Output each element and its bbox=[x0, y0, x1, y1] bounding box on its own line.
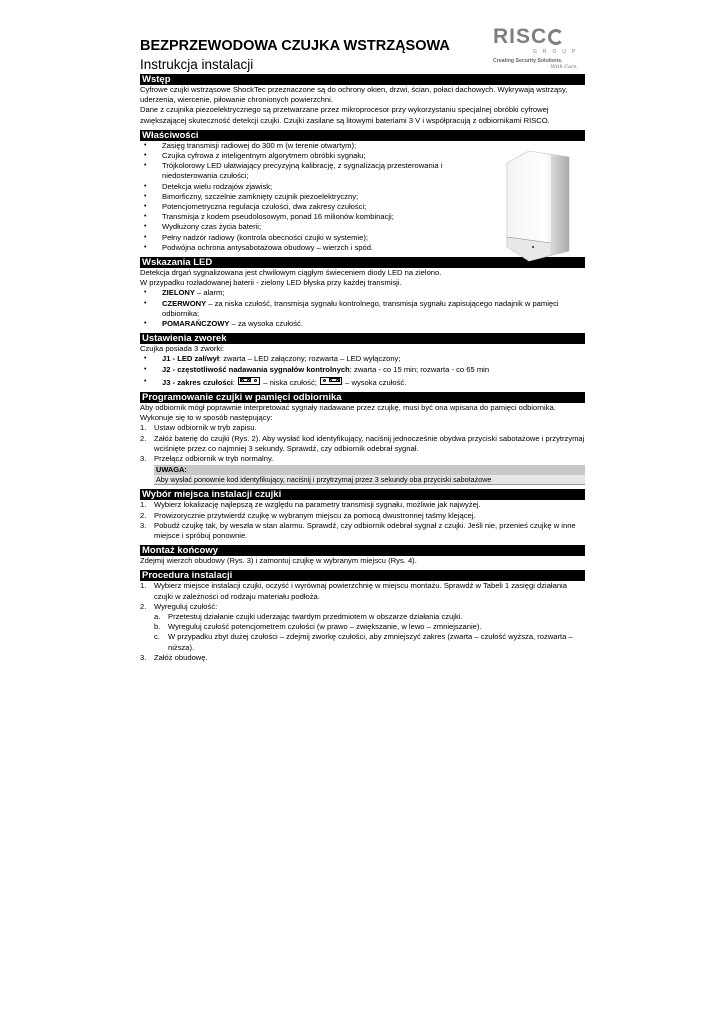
jumper-item-j1: • J1 - LED zał/wył: zwarta – LED załączony; rozwarta – LED wyłączony; bbox=[140, 354, 585, 364]
location-steps bbox=[140, 500, 585, 541]
programming-step: 1. Ustaw odbiornik w tryb zapisu. bbox=[140, 423, 257, 433]
warning-note bbox=[154, 465, 585, 485]
section-heading-location: Wybór miejsca instalacji czujki bbox=[140, 489, 585, 500]
procedure-step: 2. Wyreguluj czułość: a. Przetestuj działanie czujki uderzając twardym przedmiotem w obszarze działania czujki. b. Wyreguluj czułość potencjometrem czułości (w prawo – zwiększanie, w lewo – zmniejszanie). c. W przypadku zbyt dużej czułości – zdejmij zworkę czułości, aby zmniejszyć zakres (zwarta – czułość wyższa, rozwarta – niższa). bbox=[140, 602, 585, 653]
page-title: BEZPRZEWODOWA CZUJKA WSTRZĄSOWA bbox=[140, 38, 450, 54]
jumper-low-sensitivity-icon bbox=[238, 377, 260, 385]
procedure-step: 3. Załóż obudowę. bbox=[140, 652, 208, 662]
feature-item: • Zasięg transmisji radiowej do 300 m (w terenie otwartym); bbox=[140, 141, 480, 151]
logo-tagline: Creating Security Solutions. bbox=[493, 58, 563, 64]
location-step: 1. Wybierz lokalizację najlepszą ze względu na parametry transmisji sygnału, możliwie jak najwyżej. bbox=[140, 500, 481, 510]
jumpers-intro: Czujka posiada 3 zworki: bbox=[140, 344, 224, 354]
procedure-substep: a. Przetestuj działanie czujki uderzając twardym przedmiotem w obszarze działania czujki. bbox=[154, 611, 463, 621]
programming-steps bbox=[140, 423, 585, 464]
led-item-orange: • POMARAŃCZOWY – za wysoka czułość. bbox=[140, 319, 585, 329]
programming-step: 2. Załóż baterię do czujki (Rys. 2). Aby wysłać kod identyfikujący, naciśnij jednocześnie obydwa przyciski sabotażowe i przytrzymaj wciśnięte przez co najmniej 3 sekundy. Sprawdź, czy odbiornik odebrał sygnał. bbox=[140, 433, 585, 453]
features-block bbox=[140, 141, 585, 253]
jumpers-list bbox=[140, 354, 585, 388]
procedure-substep: c. W przypadku zbyt dużej czułości – zdejmij zworkę czułości, aby zmniejszyć zakres (zwarta – czułość wyższa, rozwarta – niższa). bbox=[154, 632, 573, 652]
section-heading-features: Właściwości bbox=[140, 130, 585, 141]
feature-item: • Trójkolorowy LED ułatwiający precyzyjną kalibrację, z sygnalizacją przesterowania i niedosterowania czułości; bbox=[140, 161, 480, 181]
programming-step: 3. Przełącz odbiornik w tryb normalny. bbox=[140, 454, 274, 464]
section-heading-programming: Programowanie czujki w pamięci odbiornika bbox=[140, 392, 585, 403]
section-heading-mounting: Montaż końcowy bbox=[140, 545, 585, 556]
logo-group-text: GROUP bbox=[533, 49, 582, 55]
programming-intro: Aby odbiornik mógł poprawnie interpretować sygnały nadawane przez czujkę, musi być ona wpisana do pamięci odbiornika. Wykonuje się to w sposób następujący: bbox=[140, 403, 556, 423]
warning-note-text: Aby wysłać ponownie kod identyfikujący, naciśnij i przytrzymaj przez 3 sekundy oba przyciski sabotażowe bbox=[154, 475, 585, 486]
page-subtitle: Instrukcja instalacji bbox=[140, 57, 254, 72]
procedure-steps bbox=[140, 581, 585, 663]
feature-item: • Bimorficzny, szczelnie zamknięty czujnik piezoelektryczny; bbox=[140, 192, 480, 202]
procedure-substeps bbox=[154, 612, 585, 653]
led-item-red: • CZERWONY – za niska czułość, transmisja sygnału kontrolnego, transmisja sygnału zapisującego nadajnik w pamięci odbiornika; bbox=[140, 299, 585, 319]
jumper-item-j3: • J3 - zakres czułości: – niska czułość; – wysoka czułość. bbox=[140, 377, 585, 388]
feature-item: • Potencjometryczna regulacja czułości, dwa zakresy czułości; bbox=[140, 202, 480, 212]
feature-item: • Transmisja z kodem pseudolosowym, ponad 16 milionów kombinacji; bbox=[140, 212, 480, 222]
led-paragraph-2: W przypadku rozładowanej baterii - zielony LED błyska przy każdej transmisji. bbox=[140, 278, 402, 288]
jumper-high-sensitivity-icon bbox=[320, 377, 342, 385]
feature-item: • Podwójna ochrona antysabotażowa obudowy – wierzch i spód. bbox=[140, 243, 480, 253]
intro-paragraph-2: Dane z czujnika piezoelektrycznego są przetwarzane przez mikroprocesor przy wykorzystaniu specjalnej obróbki cyfrowej zwiększającej skuteczność detekcji czujki. Czujki zasilane są litowymi bateriami 3 V i współpracują z odbiornikami RISCO. bbox=[140, 105, 550, 125]
features-list bbox=[140, 141, 480, 253]
feature-item: • Czujka cyfrowa z inteligentnym algorytmem obróbki sygnału; bbox=[140, 151, 480, 161]
mounting-text: Zdejmij wierzch obudowy (Rys. 3) i zamontuj czujkę w wybranym miejscu (Rys. 4). bbox=[140, 556, 417, 566]
section-heading-jumpers: Ustawienia zworek bbox=[140, 333, 585, 344]
procedure-step: 1. Wybierz miejsce instalacji czujki, oczyść i wyrównaj powierzchnię w miejscu montażu. Sprawdź w Tabeli 1 zasięgi działania czujki w zależności od rodzaju materiału podłoża. bbox=[140, 581, 567, 601]
feature-item: • Wydłużony czas życia baterii; bbox=[140, 222, 480, 232]
led-paragraph-1: Detekcja drgań sygnalizowana jest chwilowym ciągłym świeceniem diody LED na zielono. bbox=[140, 268, 442, 278]
document-page bbox=[140, 30, 585, 663]
jumper-item-j2: • J2 - częstotliwość nadawania sygnałów kontrolnych: zwarta - co 15 min; rozwarta - co 65 min bbox=[140, 365, 585, 375]
section-heading-intro: Wstęp bbox=[140, 74, 585, 85]
led-item-green: • ZIELONY – alarm; bbox=[140, 288, 585, 298]
location-step: 3. Pobudź czujkę tak, by weszła w stan alarmu. Sprawdź, czy odbiornik odebrał sygnał z czujki. Jeśli nie, przenieś czujkę w inne miejsce i spróbuj ponownie. bbox=[140, 520, 576, 540]
logo-wordmark: RISC bbox=[493, 25, 588, 49]
feature-item: • Detekcja wielu rodzajów zjawisk; bbox=[140, 182, 480, 192]
intro-paragraph-1: Cyfrowe czujki wstrząsowe ShockTec przeznaczone są do ochrony okien, drzwi, ścian, połaci dachowych. Wykrywają wstrząsy, uderzenia, wiercenie, piłowanie chronionych powierzchni. bbox=[140, 85, 568, 105]
logo-care-text: With Care. bbox=[550, 64, 578, 70]
detector-device-image bbox=[499, 143, 579, 263]
warning-note-title: UWAGA: bbox=[156, 465, 187, 475]
led-list bbox=[140, 288, 585, 329]
feature-item: • Pełny nadzór radiowy (kontrola obecności czujki w systemie); bbox=[140, 233, 480, 243]
section-heading-procedure: Procedura instalacji bbox=[140, 570, 585, 581]
location-step: 2. Prowizorycznie przytwierdź czujkę w wybranym miejscu za pomocą dwustronnej taśmy klejącej. bbox=[140, 510, 476, 520]
section-heading-led: Wskazania LED bbox=[140, 257, 585, 268]
procedure-substep: b. Wyreguluj czułość potencjometrem czułości (w prawo – zwiększanie, w lewo – zmniejszanie). bbox=[154, 622, 482, 632]
